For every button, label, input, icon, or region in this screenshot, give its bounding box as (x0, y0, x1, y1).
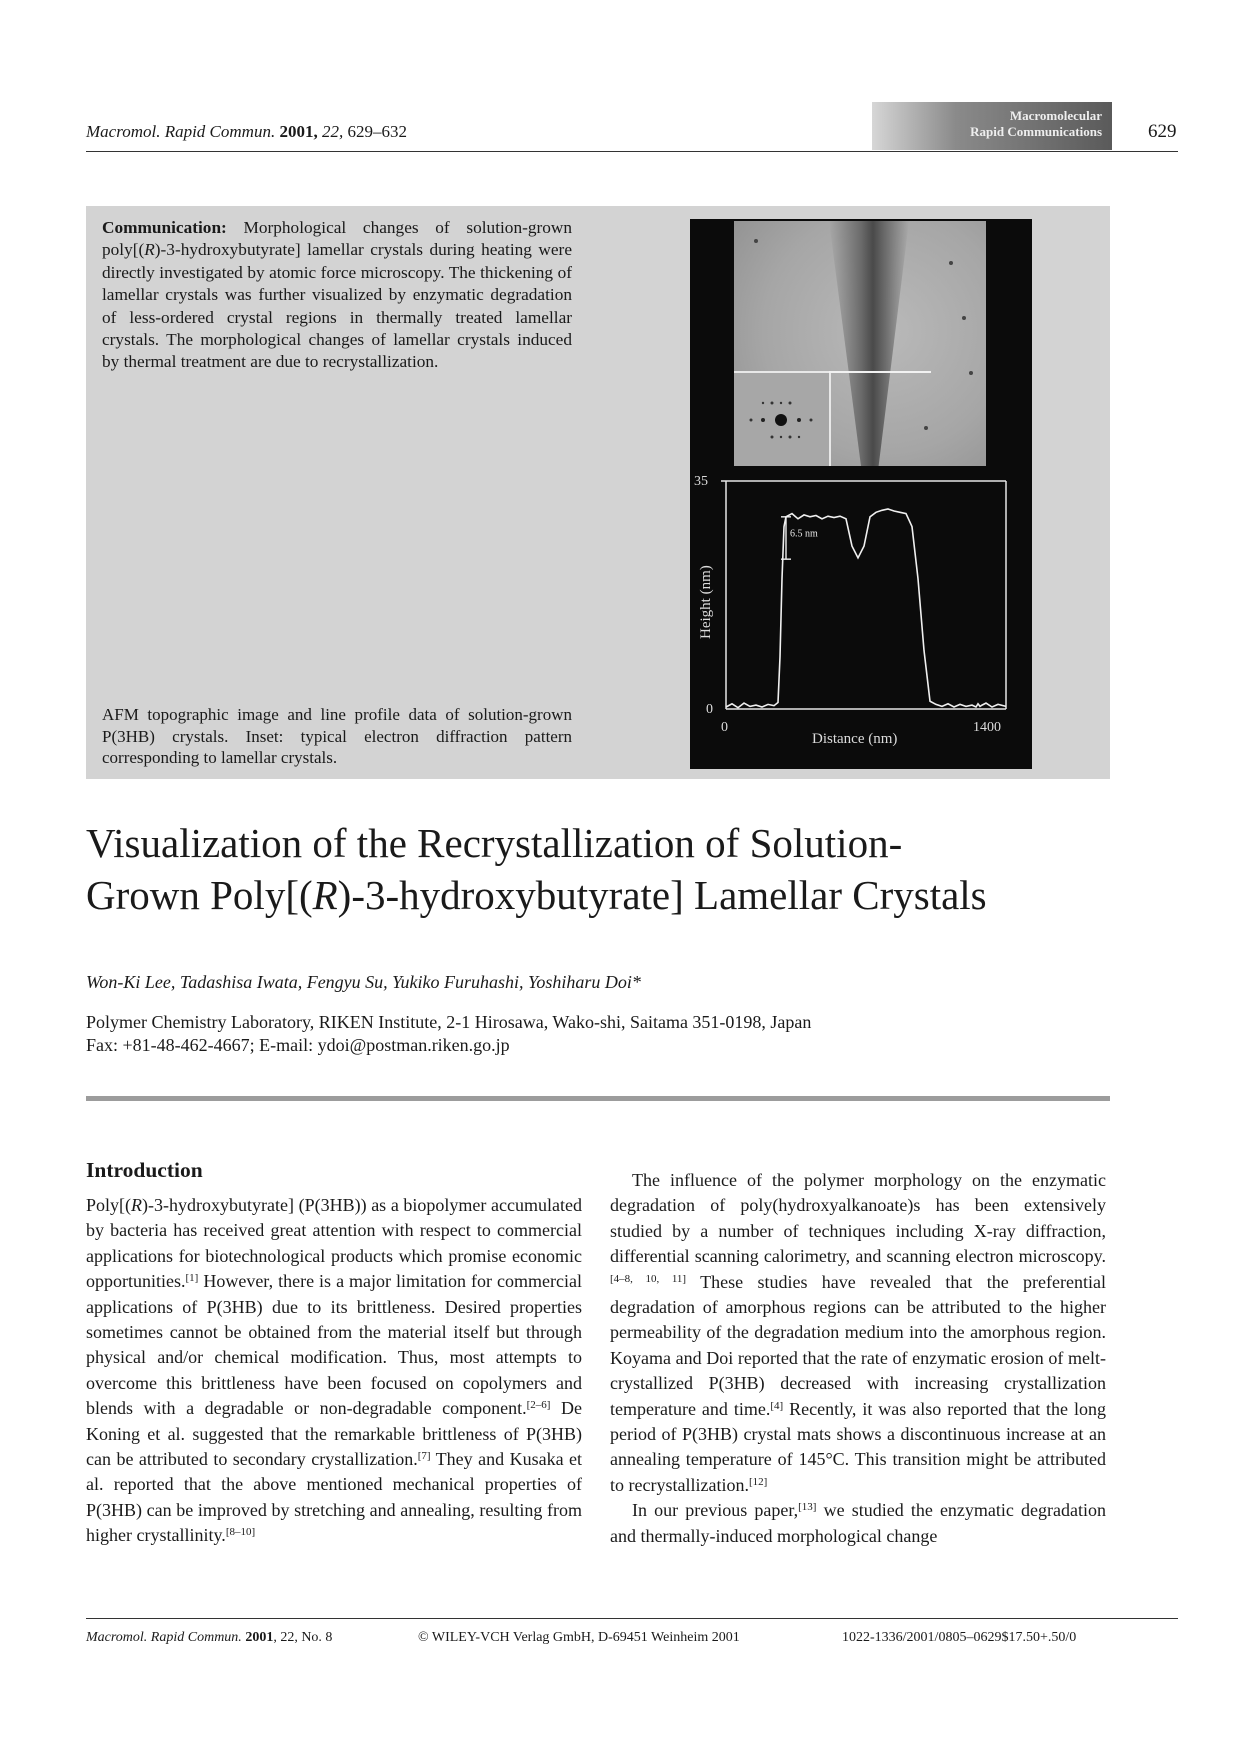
footer-journal-name: Macromol. Rapid Commun. (86, 1630, 242, 1645)
text-run: Recently, it was also reported that the long period of P(3HB) crystal mats shows a discontinuous increase at an annealing temperature of 145°C. This transition might be attributed to recrystallization. (610, 1398, 1106, 1495)
text-run: However, there is a major limitation for commercial applications of P(3HB) due to its brittleness. Desired properties sometimes cannot be obtained from the material itself but through physical and/or chemical modification. Thus, most attempts to overcome this brittleness have been focused on copolymers and blends with a degradable or non-degradable component. (86, 1271, 582, 1419)
figure-caption: AFM topographic image and line profile data of solution-grown P(3HB) crystals. Inset: typical electron diffraction pattern corresponding to lamellar crystals. (102, 705, 572, 767)
running-header (86, 122, 407, 142)
citation: [4] (770, 1399, 784, 1412)
citation: [12] (748, 1475, 768, 1488)
footer-copyright: © WILEY-VCH Verlag GmbH, D-69451 Weinheim 2001 (418, 1630, 740, 1645)
profile-line (726, 509, 1006, 708)
section-heading: Introduction (86, 1158, 203, 1182)
abstract-text-2: )-3-hydroxybutyrate] lamellar crystals during heating were directly investigated by atomic force microscopy. The thickening of lamellar crystals was further visualized by enzymatic degradation of less-ordered crystal regions in thermally treated lamellar crystals. The morphological changes of lamellar crystals induced by thermal treatment are due to recrystallization. (102, 240, 572, 372)
image-speck (949, 261, 953, 265)
abstract (102, 217, 572, 374)
citation: [1] (185, 1272, 199, 1285)
authors: Won-Ki Lee, Tadashisa Iwata, Fengyu Su, Yukiko Furuhashi, Yoshiharu Doi* (86, 972, 641, 992)
x-axis-label: Distance (nm) (812, 731, 898, 747)
title-line2-a: Grown Poly[( (86, 872, 313, 918)
journal-logo (872, 102, 1112, 150)
text-run: In our previous paper, (632, 1500, 799, 1521)
footer-volume: , 22, No. 8 (273, 1630, 333, 1645)
image-speck (924, 426, 928, 430)
title-line2-italic: R (312, 872, 338, 918)
citation: [2–6] (526, 1399, 551, 1412)
lamellar-crystal (829, 221, 909, 466)
title-line1: Visualization of the Recrystallization of Solution- (86, 820, 903, 866)
text-run-italic: R (131, 1195, 142, 1215)
y-max-label: 35 (694, 474, 708, 489)
footer-journal (86, 1630, 332, 1646)
image-speck (969, 371, 973, 375)
title-line2-b: )-3-hydroxybutyrate] Lamellar Crystals (337, 872, 987, 918)
text-run: The influence of the polymer morphology on the enzymatic degradation of poly(hydroxyalkanoate)s has been extensively studied by a number of techniques including X-ray diffraction, differential scanning calorimetry, and scanning electron microscopy. (610, 1170, 1106, 1267)
journal-year: 2001, (279, 122, 318, 141)
affiliation-address: Polymer Chemistry Laboratory, RIKEN Institute, 2-1 Hirosawa, Wako-shi, Saitama 351-0198, Japan (86, 1012, 812, 1032)
journal-pages: 629–632 (347, 122, 407, 141)
page-number: 629 (1148, 121, 1177, 142)
y-axis-label: Height (nm) (698, 565, 714, 639)
abstract-text-italic: R (144, 240, 155, 260)
citation: [7] (417, 1450, 431, 1463)
body-column-left (86, 1193, 582, 1549)
article-title (86, 817, 1176, 921)
text-run: Poly[( (86, 1195, 131, 1215)
citation: [4–8, 10, 11] (610, 1272, 687, 1285)
text-run: )-3-hydroxybutyrate] (P(3HB)) as a biopolymer accumulated by bacteria has received great attention with respect to commercial applications for biotechnological products which promise economic opportunities. (86, 1195, 582, 1292)
footer-year: 2001 (245, 1630, 274, 1645)
text-run: we studied the enzymatic degradation and thermally-induced morphological change (610, 1500, 1106, 1546)
line-profile-chart (690, 469, 1032, 769)
citation: [8–10] (225, 1526, 256, 1539)
abstract-text-1: Morphological changes of solution-grown poly[( (102, 218, 572, 260)
citation: [13] (798, 1501, 817, 1514)
image-speck (754, 239, 758, 243)
logo-line2: Rapid Communications (970, 124, 1102, 139)
electron-diffraction-inset (734, 371, 831, 466)
text-run: They and Kusaka et al. reported that the above mentioned mechanical properties of P(3HB) can be improved by stretching and annealing, resulting from higher crystallinity. (86, 1449, 583, 1546)
footer-rule (86, 1618, 1178, 1619)
body-column-right (610, 1168, 1106, 1549)
header-rule (86, 151, 1178, 152)
scan-line (829, 371, 931, 373)
footer-issn: 1022-1336/2001/0805–0629$17.50+.50/0 (842, 1630, 1077, 1645)
afm-topographic-image (734, 221, 986, 466)
annotation-label: 6.5 nm (790, 528, 818, 540)
journal-volume: 22, (321, 122, 344, 141)
afm-figure (690, 219, 1032, 769)
intro-paragraph-1 (86, 1193, 582, 1549)
x-min-label: 0 (721, 720, 728, 735)
diffraction-pattern (734, 373, 829, 466)
y-min-label: 0 (706, 702, 713, 717)
intro-paragraph-3 (610, 1498, 1106, 1549)
text-run: These studies have revealed that the preferential degradation of amorphous regions can be attributed to the higher permeability of the degradation medium into the amorphous region. Koyama and Doi reported that the rate of enzymatic erosion of melt-crystallized P(3HB) decreased with increasing crystallization temperature and time. (610, 1271, 1107, 1419)
logo-line1: Macromolecular (1009, 108, 1102, 123)
text-run: De Koning et al. suggested that the remarkable brittleness of P(3HB) can be attributed to secondary crystallization. (86, 1398, 583, 1470)
x-max-label: 1400 (973, 720, 1001, 735)
intro-paragraph-2 (610, 1168, 1106, 1498)
journal-name: Macromol. Rapid Commun. (86, 122, 276, 141)
affiliation (86, 1011, 811, 1057)
affiliation-contact: Fax: +81-48-462-4667; E-mail: ydoi@postman.riken.go.jp (86, 1035, 510, 1055)
abstract-label: Communication: (102, 218, 227, 237)
section-separator (86, 1096, 1110, 1101)
image-speck (962, 316, 966, 320)
